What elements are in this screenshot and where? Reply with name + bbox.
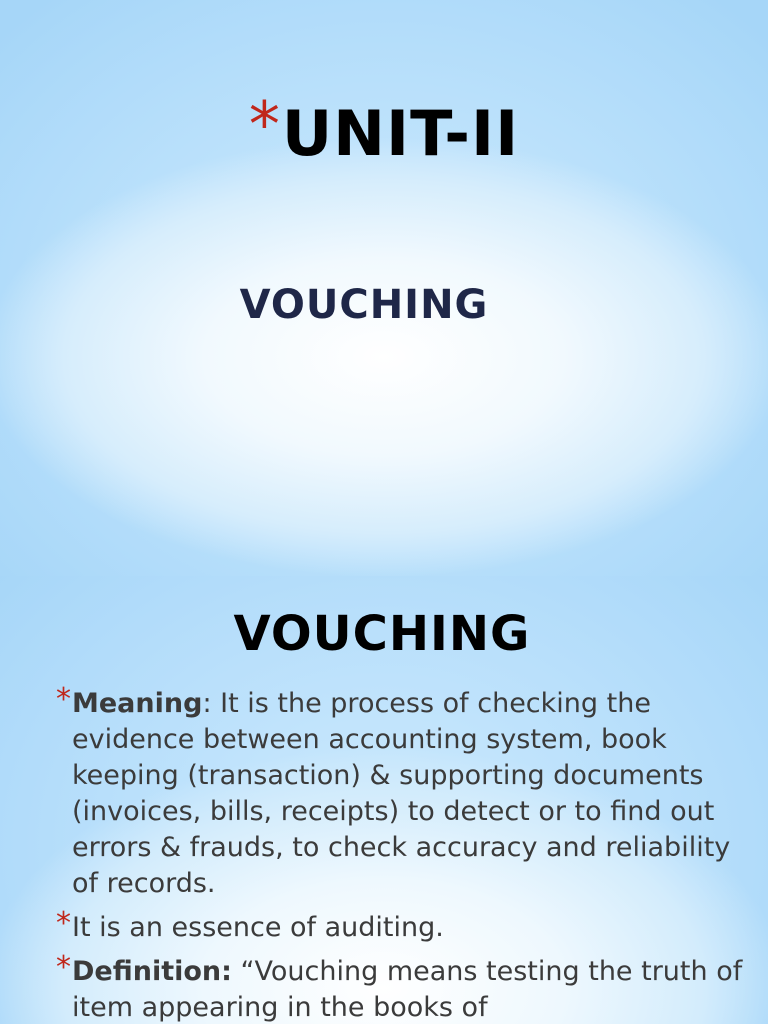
- slide-subtitle: VOUCHING: [239, 282, 489, 328]
- bullet-text: It is an essence of auditing.: [72, 912, 444, 943]
- bullet-essence: [56, 906, 746, 946]
- content-slide: [0, 576, 768, 1024]
- bullet-star: *: [56, 906, 71, 941]
- bullet-list: [56, 682, 746, 1024]
- slide-heading: VOUCHING: [233, 606, 531, 662]
- bullet-star: *: [56, 682, 71, 717]
- title-row: [0, 88, 768, 176]
- bullet-star: *: [56, 950, 71, 985]
- bullet-label: Meaning: [72, 688, 203, 719]
- bullet-definition: [56, 950, 746, 1024]
- title-bullet-star: *: [248, 88, 280, 161]
- bullet-meaning: [56, 682, 746, 902]
- bullet-label: Definition:: [72, 956, 232, 987]
- slide-title: UNIT-II: [281, 97, 520, 170]
- bullet-text: : It is the process of checking the evidence between accounting system, book keeping (transaction) & supporting documents (invoices, bills, receipts) to detect or to find out errors & frauds, to check accuracy and reliability of records.: [72, 688, 731, 899]
- bullet-text: “Vouching means testing the truth of item appearing in the books of: [72, 956, 743, 1023]
